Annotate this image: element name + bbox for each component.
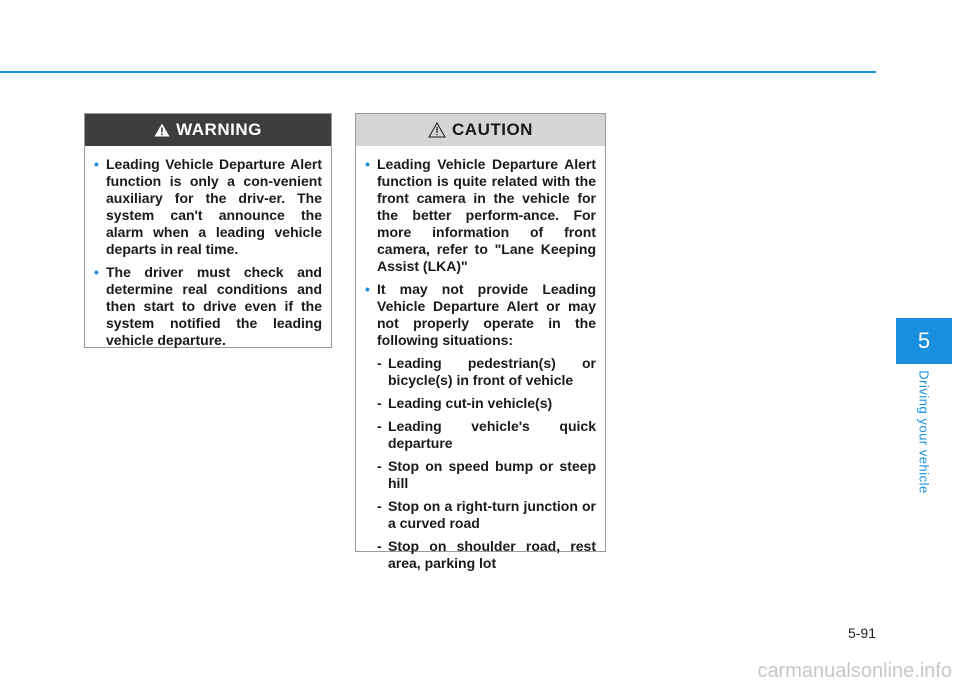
situation-item: - Leading cut-in vehicle(s) — [377, 395, 553, 411]
caution-header — [356, 114, 605, 146]
caution-item — [365, 156, 596, 275]
warning-body — [85, 146, 331, 349]
header-rule — [0, 71, 876, 73]
situation-list — [365, 355, 596, 572]
caution-body — [356, 146, 605, 572]
situation-item: - Stop on shoulder road, rest area, parking lot — [377, 538, 596, 571]
caution-item — [365, 281, 596, 349]
warning-item — [94, 156, 322, 258]
caution-title: CAUTION — [452, 120, 533, 139]
page-number: 5-91 — [847, 625, 876, 641]
bullet-icon: • — [94, 156, 99, 172]
warning-item — [94, 264, 322, 349]
bullet-icon: • — [365, 156, 370, 172]
watermark: carmanualsonline.info — [757, 660, 952, 682]
chapter-tab[interactable]: 5 — [896, 318, 952, 364]
situation-item: - Stop on speed bump or steep hill — [377, 458, 596, 491]
bullet-icon: • — [94, 264, 99, 280]
caution-item-text: It may not provide Leading Vehicle Departure Alert or may not properly operate in the following situations: — [377, 281, 596, 348]
chapter-label: Driving your vehicle — [916, 370, 932, 494]
warning-triangle-icon — [154, 123, 170, 137]
situation-item: - Stop on a right-turn junction or a curved road — [377, 498, 596, 531]
caution-box — [355, 113, 606, 571]
situation-item: - Leading pedestrian(s) or bicycle(s) in front of vehicle — [377, 355, 596, 388]
bullet-icon: • — [365, 281, 370, 297]
caution-triangle-icon — [428, 122, 446, 138]
caution-item-text: Leading Vehicle Departure Alert function is quite related with the front camera in the vehicle for the better perform-ance. For more information of front camera, refer to "Lane Keeping Assist (LKA)" — [377, 156, 596, 274]
warning-item-text: The driver must check and determine real conditions and then start to drive even if the system notified the leading vehicle departure. — [106, 264, 322, 348]
warning-item-text: Leading Vehicle Departure Alert function is only a con-venient auxiliary for the driv-er. The system can't announce the alarm when a leading vehicle departs in real time. — [106, 156, 322, 257]
situation-item: - Leading vehicle's quick departure — [377, 418, 596, 451]
warning-box — [84, 113, 332, 348]
warning-header — [85, 114, 331, 146]
warning-title: WARNING — [176, 120, 262, 139]
